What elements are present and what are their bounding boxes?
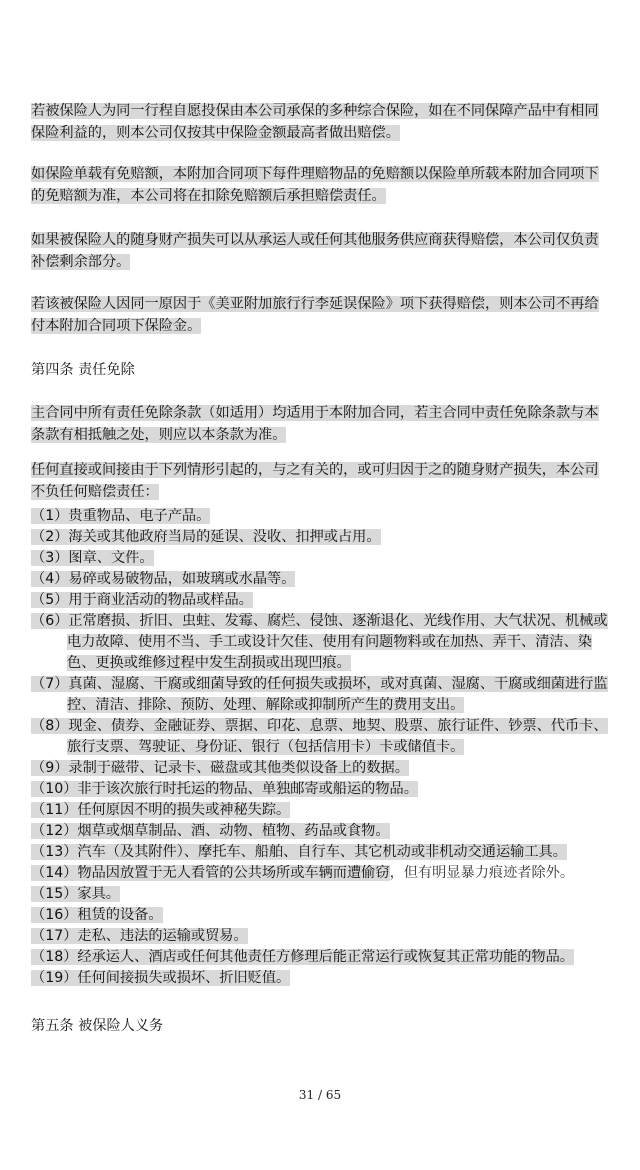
exclusion-item-1: （1）贵重物品、电子产品。: [31, 508, 211, 524]
paragraph-exclusion-intro: 任何直接或间接由于下列情形引起的，与之有关的，或可归因于之的随身财产损失，本公司不负任何赔偿责任：: [31, 462, 599, 500]
section-5-heading: 第五条 被保险人义务: [31, 1018, 164, 1034]
paragraph-carrier-compensation: 如果被保险人的随身财产损失可以从承运人或任何其他服务供应商获得赔偿，本公司仅负责补偿剩余部分。: [31, 232, 599, 270]
exclusion-item-12: （12）烟草或烟草制品、酒、动物、植物、药品或食物。: [31, 823, 390, 839]
exclusion-item-8: （8）现金、债券、金融证券、票据、印花、息票、地契、股票、旅行证件、钞票、代币卡、旅行支票、驾驶证、身份证、银行（包括信用卡）卡或储值卡。: [31, 718, 608, 755]
exclusion-item-5: （5）用于商业活动的物品或样品。: [31, 592, 253, 608]
exclusion-item-6: （6）正常磨损、折旧、虫蛀、发霉、腐烂、侵蚀、逐渐退化、光线作用、大气状况、机械或电力故障、使用不当、手工或设计欠佳、使用有问题物料或在加热、弄干、清洁、染色、更换或维修过程中发生刮损或出现凹痕。: [31, 613, 608, 671]
exclusion-item-13: （13）汽车（及其附件）、摩托车、船舶、自行车、其它机动或非机动交通运输工具。: [31, 844, 567, 860]
exclusion-item-3: （3）图章、文件。: [31, 550, 154, 566]
exclusion-item-7: （7）真菌、湿腐、干腐或细菌导致的任何损失或损坏，或对真菌、湿腐、干腐或细菌进行监控、清洁、排除、预防、处理、解除或抑制所产生的费用支出。: [31, 676, 608, 713]
exclusion-item-15: （15）家具。: [31, 886, 120, 902]
exclusion-item-16: （16）租赁的设备。: [31, 907, 163, 923]
exclusion-item-2: （2）海关或其他政府当局的延误、没收、扣押或占用。: [31, 529, 381, 545]
paragraph-exclusion-precedence: 主合同中所有责任免除条款（如适用）均适用于本附加合同，若主合同中责任免除条款与本条款有相抵触之处，则应以本条款为准。: [31, 405, 599, 443]
paragraph-baggage-delay: 若该被保险人因同一原因于《美亚附加旅行行李延误保险》项下获得赔偿，则本公司不再给付本附加合同项下保险金。: [31, 296, 599, 334]
section-4-heading: 第四条 责任免除: [31, 362, 135, 378]
exclusion-item-17: （17）走私、违法的运输或贸易。: [31, 928, 248, 944]
exclusion-item-14: （14）物品因放置于无人看管的公共场所或车辆而遭偷窃，但有明显暴力痕迹者除外。: [31, 865, 575, 881]
paragraph-deductible: 如保险单载有免赔额，本附加合同项下每件理赔物品的免赔额以保险单所载本附加合同项下的免赔额为准，本公司将在扣除免赔额后承担赔偿责任。: [31, 166, 599, 204]
exclusion-item-4: （4）易碎或易破物品，如玻璃或水晶等。: [31, 571, 296, 587]
paragraph-highest-amount: 若被保险人为同一行程自愿投保由本公司承保的多种综合保险，如在不同保障产品中有相同保险利益的，则本公司仅按其中保险金额最高者做出赔偿。: [31, 103, 599, 141]
exclusion-item-11: （11）任何原因不明的损失或神秘失踪。: [31, 802, 291, 818]
exclusion-item-10: （10）非于该次旅行时托运的物品、单独邮寄或船运的物品。: [31, 781, 418, 797]
page-number: 31 / 65: [298, 1088, 342, 1102]
exclusion-item-19: （19）任何间接损失或损坏、折旧贬值。: [31, 970, 291, 986]
exclusion-item-18: （18）经承运人、酒店或任何其他责任方修理后能正常运行或恢复其正常功能的物品。: [31, 949, 574, 965]
exclusion-item-9: （9）录制于磁带、记录卡、磁盘或其他类似设备上的数据。: [31, 760, 409, 776]
